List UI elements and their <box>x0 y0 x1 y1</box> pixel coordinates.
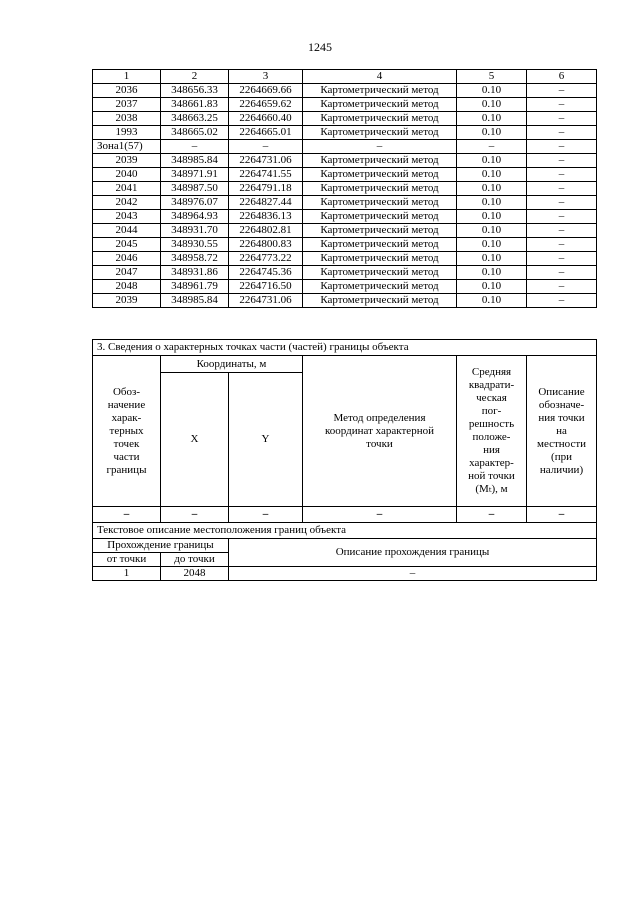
passage-description: – <box>229 567 597 581</box>
column-number-header: 2 <box>161 70 229 84</box>
description-cell: – <box>527 224 597 238</box>
passage-to: 2048 <box>161 567 229 581</box>
x-coordinate-cell: 348663.25 <box>161 112 229 126</box>
accuracy-cell: 0.10 <box>457 84 527 98</box>
col-from-header: от точки <box>93 553 161 567</box>
accuracy-cell: 0.10 <box>457 210 527 224</box>
description-cell: – <box>527 252 597 266</box>
y-coordinate-cell: 2264791.18 <box>229 182 303 196</box>
accuracy-cell: 0.10 <box>457 154 527 168</box>
table-row <box>93 252 597 266</box>
table-row <box>93 280 597 294</box>
method-cell: Картометрический метод <box>303 126 457 140</box>
description-cell: – <box>527 294 597 308</box>
method-cell: Картометрический метод <box>303 84 457 98</box>
method-cell: Картометрический метод <box>303 210 457 224</box>
accuracy-cell: 0.10 <box>457 252 527 266</box>
x-coordinate-cell: 348656.33 <box>161 84 229 98</box>
point-id-cell: 1993 <box>93 126 161 140</box>
point-id-cell: 2048 <box>93 280 161 294</box>
accuracy-cell: 0.10 <box>457 294 527 308</box>
method-cell: Картометрический метод <box>303 252 457 266</box>
text-description-header-row-1 <box>93 539 597 553</box>
col-designation-header: Обоз- начение харак- терных точек части границы <box>93 356 161 507</box>
method-cell: Картометрический метод <box>303 182 457 196</box>
point-id-cell: 2040 <box>93 168 161 182</box>
point-id-cell: 2044 <box>93 224 161 238</box>
y-coordinate-cell: 2264731.06 <box>229 294 303 308</box>
empty-value-cell: – <box>457 507 527 523</box>
y-coordinate-cell: 2264745.36 <box>229 266 303 280</box>
col-to-header: до точки <box>161 553 229 567</box>
accuracy-cell: 0.10 <box>457 266 527 280</box>
column-number-header: 3 <box>229 70 303 84</box>
table-row <box>93 196 597 210</box>
table-row <box>93 84 597 98</box>
description-cell: – <box>527 84 597 98</box>
point-id-cell: 2046 <box>93 252 161 266</box>
x-coordinate-cell: 348931.86 <box>161 266 229 280</box>
point-id-cell: 2039 <box>93 294 161 308</box>
description-cell: – <box>527 154 597 168</box>
column-number-header: 6 <box>527 70 597 84</box>
x-coordinate-cell: 348964.93 <box>161 210 229 224</box>
description-cell: – <box>527 266 597 280</box>
section3-title: 3. Сведения о характерных точках части (частей) границы объекта <box>93 340 597 356</box>
description-cell: – <box>527 168 597 182</box>
y-coordinate-cell: 2264800.83 <box>229 238 303 252</box>
x-coordinate-cell: 348661.83 <box>161 98 229 112</box>
empty-value-cell: – <box>93 507 161 523</box>
accuracy-cell: 0.10 <box>457 168 527 182</box>
table-row <box>93 266 597 280</box>
y-coordinate-cell: 2264836.13 <box>229 210 303 224</box>
point-id-cell: 2036 <box>93 84 161 98</box>
table-row <box>93 126 597 140</box>
method-cell: Картометрический метод <box>303 280 457 294</box>
x-coordinate-cell: – <box>161 140 229 154</box>
section3-and-description-table <box>92 339 597 581</box>
accuracy-cell: 0.10 <box>457 280 527 294</box>
y-coordinate-cell: 2264669.66 <box>229 84 303 98</box>
description-cell: – <box>527 210 597 224</box>
description-cell: – <box>527 126 597 140</box>
point-id-cell: Зона1(57) <box>93 140 161 154</box>
table-row <box>93 168 597 182</box>
accuracy-cell: 0.10 <box>457 112 527 126</box>
col-accuracy-header: Средняя квадрати- ческая пог- решность положе- ния характер- ной точки (Mₜ), м <box>457 356 527 507</box>
x-coordinate-cell: 348985.84 <box>161 294 229 308</box>
empty-value-cell: – <box>527 507 597 523</box>
method-cell: Картометрический метод <box>303 224 457 238</box>
y-coordinate-cell: 2264827.44 <box>229 196 303 210</box>
table-header-row <box>93 70 597 84</box>
table-row <box>93 182 597 196</box>
accuracy-cell: 0.10 <box>457 182 527 196</box>
page-number: 1245 <box>308 40 332 54</box>
table-row <box>93 238 597 252</box>
method-cell: Картометрический метод <box>303 238 457 252</box>
y-coordinate-cell: 2264741.55 <box>229 168 303 182</box>
table-row <box>93 154 597 168</box>
column-number-header: 5 <box>457 70 527 84</box>
table-row <box>93 140 597 154</box>
point-id-cell: 2045 <box>93 238 161 252</box>
y-coordinate-cell: 2264660.40 <box>229 112 303 126</box>
y-coordinate-cell: 2264731.06 <box>229 154 303 168</box>
x-coordinate-cell: 348976.07 <box>161 196 229 210</box>
point-id-cell: 2037 <box>93 98 161 112</box>
method-cell: Картометрический метод <box>303 196 457 210</box>
method-cell: Картометрический метод <box>303 294 457 308</box>
y-coordinate-cell: – <box>229 140 303 154</box>
column-number-header: 4 <box>303 70 457 84</box>
y-coordinate-cell: 2264773.22 <box>229 252 303 266</box>
accuracy-cell: – <box>457 140 527 154</box>
section3-header-row-1 <box>93 356 597 373</box>
coordinates-table <box>92 69 597 308</box>
point-id-cell: 2043 <box>93 210 161 224</box>
method-cell: Картометрический метод <box>303 266 457 280</box>
y-coordinate-cell: 2264665.01 <box>229 126 303 140</box>
method-cell: Картометрический метод <box>303 112 457 126</box>
text-description-title: Текстовое описание местоположения границ объекта <box>93 523 597 539</box>
text-description-title-row <box>93 523 597 539</box>
y-coordinate-cell: 2264716.50 <box>229 280 303 294</box>
y-coordinate-cell: 2264659.62 <box>229 98 303 112</box>
accuracy-cell: 0.10 <box>457 224 527 238</box>
table-row <box>93 98 597 112</box>
description-cell: – <box>527 140 597 154</box>
empty-value-cell: – <box>303 507 457 523</box>
description-cell: – <box>527 196 597 210</box>
point-id-cell: 2042 <box>93 196 161 210</box>
x-coordinate-cell: 348930.55 <box>161 238 229 252</box>
col-coords-header: Координаты, м <box>161 356 303 373</box>
x-coordinate-cell: 348665.02 <box>161 126 229 140</box>
col-method-header: Метод определения координат характерной точки <box>303 356 457 507</box>
point-id-cell: 2039 <box>93 154 161 168</box>
point-id-cell: 2047 <box>93 266 161 280</box>
x-coordinate-cell: 348958.72 <box>161 252 229 266</box>
point-id-cell: 2041 <box>93 182 161 196</box>
passage-from: 1 <box>93 567 161 581</box>
x-coordinate-cell: 348961.79 <box>161 280 229 294</box>
method-cell: Картометрический метод <box>303 154 457 168</box>
table-row <box>93 210 597 224</box>
description-cell: – <box>527 238 597 252</box>
x-coordinate-cell: 348987.50 <box>161 182 229 196</box>
y-coordinate-cell: 2264802.81 <box>229 224 303 238</box>
empty-value-cell: – <box>229 507 303 523</box>
accuracy-cell: 0.10 <box>457 98 527 112</box>
text-description-row <box>93 567 597 581</box>
table-row <box>93 294 597 308</box>
description-cell: – <box>527 112 597 126</box>
method-cell: Картометрический метод <box>303 168 457 182</box>
accuracy-cell: 0.10 <box>457 196 527 210</box>
description-cell: – <box>527 182 597 196</box>
accuracy-cell: 0.10 <box>457 126 527 140</box>
method-cell: – <box>303 140 457 154</box>
table-row <box>93 112 597 126</box>
x-coordinate-cell: 348985.84 <box>161 154 229 168</box>
empty-value-cell: – <box>161 507 229 523</box>
col-description-header: Описание обозначе- ния точки на местности (при наличии) <box>527 356 597 507</box>
description-cell: – <box>527 98 597 112</box>
section3-title-row <box>93 340 597 356</box>
col-x-header: X <box>161 373 229 507</box>
point-id-cell: 2038 <box>93 112 161 126</box>
column-number-header: 1 <box>93 70 161 84</box>
x-coordinate-cell: 348971.91 <box>161 168 229 182</box>
col-passage-header: Прохождение границы <box>93 539 229 553</box>
method-cell: Картометрический метод <box>303 98 457 112</box>
section3-empty-row <box>93 507 597 523</box>
accuracy-cell: 0.10 <box>457 238 527 252</box>
description-cell: – <box>527 280 597 294</box>
x-coordinate-cell: 348931.70 <box>161 224 229 238</box>
table-row <box>93 224 597 238</box>
col-passage-desc-header: Описание прохождения границы <box>229 539 597 567</box>
col-y-header: Y <box>229 373 303 507</box>
